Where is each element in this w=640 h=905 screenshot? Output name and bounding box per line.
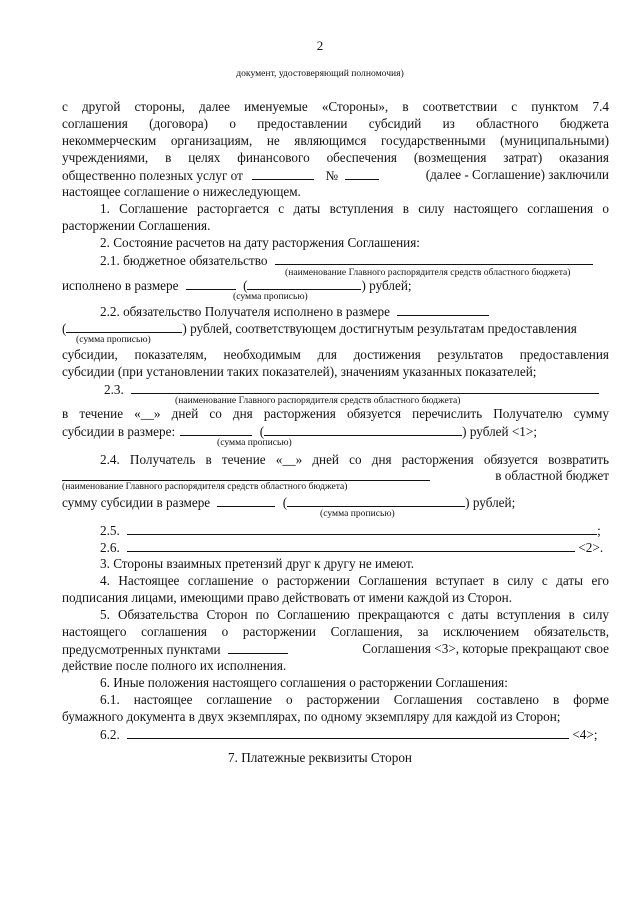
note-main-manager: (наименование Главного распорядителя средств областного бюджета) — [285, 267, 571, 278]
paragraph-2: 2. Состояние расчетов на дату расторжения Соглашения: — [100, 235, 420, 250]
text-line: субсидии, показателям, необходимым для достижения результатов предоставления — [62, 347, 609, 362]
text: ; — [597, 523, 601, 538]
text-line: в течение «__» дней со дня расторжения обязуется перечислить Получателю сумму — [62, 406, 609, 421]
clauses-blank[interactable] — [228, 640, 288, 654]
note-sum-words: (сумма прописью) — [320, 508, 395, 519]
text-line: бумажного документа в двух экземплярах, по одному экземпляру для каждой из Сторон; — [62, 709, 561, 724]
text: рублей; — [472, 495, 516, 510]
text-line: расторжении Соглашения. — [62, 218, 211, 233]
text-line: некоммерческим организациям, не являющимся государственными (муниципальными) — [62, 133, 609, 148]
text: рублей, соответствующем достигнутым результатам предоставления — [190, 321, 577, 336]
paragraph-6: 6. Иные положения настоящего соглашения о расторжении Соглашения: — [100, 675, 508, 690]
text: предусмотренных пунктами — [62, 642, 221, 657]
item-2-5 — [100, 521, 609, 539]
text: рублей <1>; — [469, 424, 538, 439]
amount-words-blank[interactable] — [287, 493, 465, 507]
paren: ) — [465, 495, 470, 510]
text-line: учреждениями, в целях финансового обеспечения (возмещения затрат) оказания — [62, 150, 609, 165]
text-line: настоящее соглашение о нижеследующем. — [62, 184, 301, 199]
free-text-blank[interactable] — [127, 521, 597, 535]
text: 2.2. обязательство Получателя исполнено в размере — [100, 304, 390, 319]
text: 6.2. — [100, 727, 120, 742]
note-sum-words: (сумма прописью) — [76, 334, 151, 345]
amount-blank[interactable] — [397, 302, 489, 316]
header-note: документ, удостоверяющий полномочия) — [236, 68, 404, 79]
text-line: с другой стороны, далее именуемые «Стороны», в соответствии с пунктом 7.4 — [62, 99, 609, 114]
text-line: настоящего соглашения о расторжении Соглашения, за исключением обязательств, — [62, 624, 609, 639]
text-line-contract-date — [62, 166, 609, 184]
note-main-manager: (наименование Главного распорядителя средств областного бюджета) — [175, 395, 461, 406]
amount-words-blank[interactable] — [264, 422, 462, 436]
amount-words-blank[interactable] — [66, 319, 182, 333]
item-6-1: 6.1. настоящее соглашение о расторжении Соглашения составлено в форме — [100, 692, 609, 707]
text: исполнено в размере — [62, 278, 179, 293]
page-number: 2 — [316, 38, 324, 53]
text: общественно полезных услуг от — [62, 168, 243, 183]
clauses-line — [62, 640, 609, 658]
free-text-blank[interactable] — [127, 725, 569, 739]
transfer-amount-line — [62, 422, 609, 440]
paragraph-4: 4. Настоящее соглашение о расторжении Соглашения вступает в силу с даты его — [100, 573, 609, 588]
item-2-2 — [100, 302, 609, 320]
number-blank[interactable] — [345, 166, 379, 180]
budget-obligation-blank[interactable] — [275, 251, 593, 265]
text: <2>. — [578, 540, 604, 555]
text: сумму субсидии в размере — [62, 495, 211, 510]
amount-blank[interactable] — [186, 276, 236, 290]
text: Соглашения <3>, которые прекращают свое — [362, 641, 609, 656]
date-blank[interactable] — [252, 166, 314, 180]
note-sum-words: (сумма прописью) — [233, 291, 308, 302]
paren: ) — [361, 278, 366, 293]
paren: ( — [62, 321, 67, 336]
item-2-4: 2.4. Получатель в течение «__» дней со дня расторжения обязуется возвратить — [100, 452, 609, 467]
text: субсидии в размере: — [62, 424, 176, 439]
note-main-manager: (наименование Главного распорядителя средств областного бюджета) — [62, 481, 348, 492]
item-6-2 — [100, 725, 609, 743]
paren: ( — [282, 495, 288, 510]
text: 2.3. — [104, 382, 124, 397]
paragraph-3: 3. Стороны взаимных претензий друг к другу не имеют. — [100, 556, 415, 571]
executed-amount-line — [62, 276, 609, 294]
main-manager-blank[interactable] — [62, 467, 430, 481]
note-sum-words: (сумма прописью) — [217, 437, 292, 448]
text: в областной бюджет — [495, 468, 609, 483]
paren: ) — [462, 424, 467, 439]
text-line: соглашения (договора) о предоставлении субсидий из областного бюджета — [62, 116, 609, 131]
text-line: действие после полного их исполнения. — [62, 658, 287, 673]
paragraph-1: 1. Соглашение расторгается с даты вступления в силу настоящего соглашения о — [100, 201, 609, 216]
section-7-title: 7. Платежные реквизиты Сторон — [228, 750, 412, 765]
amount-blank[interactable] — [180, 422, 252, 436]
item-2-6 — [100, 538, 609, 556]
number-sign: № — [325, 168, 339, 183]
amount-blank[interactable] — [217, 493, 275, 507]
paren: ) — [182, 321, 187, 336]
paren: ( — [243, 278, 248, 293]
text: 2.5. — [100, 523, 120, 538]
text: 2.6. — [100, 540, 120, 555]
text-line: подписания лицами, имеющими право действовать от имени каждой из Сторон. — [62, 590, 513, 605]
text: 2.1. бюджетное обязательство — [100, 253, 268, 268]
text-line: субсидии (при установлении таких показателей), значениям указанных показателей; — [62, 364, 537, 379]
free-text-blank[interactable] — [127, 538, 575, 552]
text: (далее - Соглашение) заключили — [425, 167, 609, 182]
text: рублей; — [369, 278, 412, 293]
amount-words-blank[interactable] — [247, 276, 361, 290]
paren: ( — [259, 424, 265, 439]
text: <4>; — [572, 727, 598, 742]
main-manager-blank[interactable] — [131, 380, 599, 394]
paragraph-5: 5. Обязательства Сторон по Соглашению прекращаются с даты вступления в силу — [100, 607, 609, 622]
